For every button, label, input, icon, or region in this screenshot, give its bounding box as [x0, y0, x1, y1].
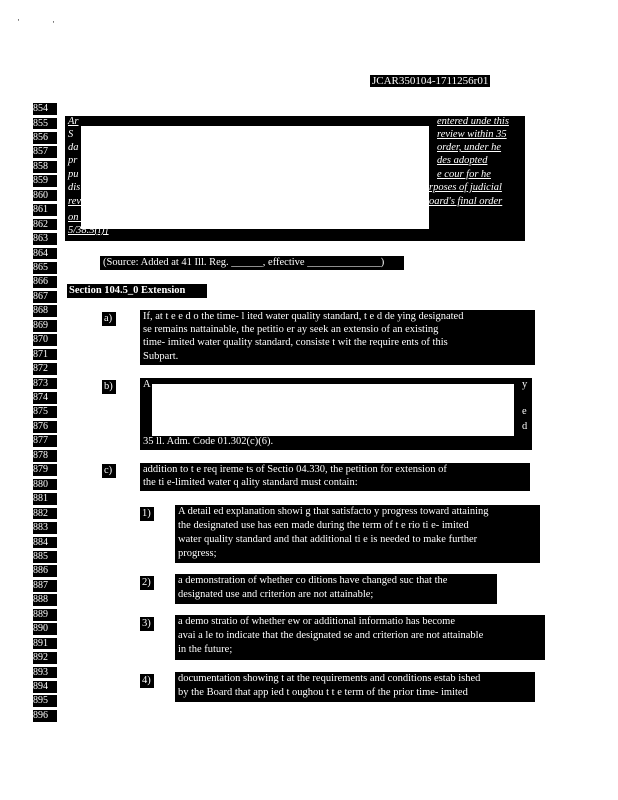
- line-number: 886: [33, 565, 57, 577]
- line-number: 888: [33, 594, 57, 606]
- section-heading: [67, 284, 207, 298]
- item-label-text: c): [104, 465, 113, 476]
- line-number: 889: [33, 609, 57, 621]
- item-label: [102, 380, 116, 394]
- item-c-text: [140, 463, 530, 491]
- redacted-paragraph: [65, 116, 525, 241]
- line-number: 884: [33, 537, 57, 549]
- line-number: 881: [33, 493, 57, 505]
- line-number: 862: [33, 219, 57, 231]
- paragraph-fragment: des adopted: [437, 155, 488, 166]
- line-number: 869: [33, 320, 57, 332]
- line-number: 875: [33, 406, 57, 418]
- line-number: 893: [33, 667, 57, 679]
- text-line: a demo stratio of whether ew or additional informatio has become: [178, 616, 455, 627]
- line-number: 876: [33, 421, 57, 433]
- text-line: time- imited water quality standard, consiste t wit the require ents of this: [143, 337, 448, 348]
- line-number: 861: [33, 204, 57, 216]
- subitem-1-text: [175, 505, 540, 563]
- document-code: JCAR350104-1711256r01: [372, 75, 489, 87]
- text-line: in the future;: [178, 644, 233, 655]
- text-fragment: A: [143, 379, 151, 390]
- text-fragment: y: [522, 379, 528, 390]
- line-number: 857: [33, 146, 57, 158]
- line-number: 871: [33, 349, 57, 361]
- text-line: water quality standard and that additional ti e is needed to make further: [178, 534, 478, 545]
- line-number: 874: [33, 392, 57, 404]
- line-number: 855: [33, 118, 57, 130]
- subitem-label: [140, 674, 154, 688]
- line-number: 873: [33, 378, 57, 390]
- item-label: [102, 312, 116, 326]
- subitem-label: [140, 617, 154, 631]
- subitem-4-text: [175, 672, 535, 702]
- source-text: (Source: Added at 41 Ill. Reg. ______, effective ______________): [103, 257, 385, 268]
- line-number: 890: [33, 623, 57, 635]
- text-line: avai a le to indicate that the designated se and criterion are not attainable: [178, 630, 484, 641]
- line-number: 885: [33, 551, 57, 563]
- paragraph-fragment: pu: [68, 169, 79, 180]
- paragraph-fragment: entered unde this: [437, 116, 509, 127]
- line-number: 866: [33, 276, 57, 288]
- line-number: 864: [33, 248, 57, 260]
- subitem-label: [140, 576, 154, 590]
- line-number: 891: [33, 638, 57, 650]
- paragraph-line: 5/38.5(i)]: [68, 225, 109, 236]
- line-number: 867: [33, 291, 57, 303]
- subitem-3-text: [175, 615, 545, 660]
- item-a-text: [140, 310, 535, 365]
- text-line: the designated use has een made during the term of t e rio ti e- imited: [178, 520, 469, 531]
- subitem-label-text: 4): [142, 675, 151, 686]
- line-number: 870: [33, 334, 57, 346]
- text-line: 35 ll. Adm. Code 01.302(c)(6).: [143, 436, 274, 447]
- line-number: 878: [33, 450, 57, 462]
- line-number: 887: [33, 580, 57, 592]
- line-number: 856: [33, 132, 57, 144]
- paragraph-fragment: rposes of judicial: [429, 182, 502, 193]
- scan-speck: ·: [52, 17, 55, 27]
- line-number: 892: [33, 652, 57, 664]
- line-number: 896: [33, 710, 57, 722]
- item-label: [102, 464, 116, 478]
- section-heading-text: Section 104.5_0 Extension: [69, 285, 186, 296]
- text-line: a demonstration of whether co ditions have changed suc that the: [178, 575, 448, 586]
- line-number: 894: [33, 681, 57, 693]
- text-line: se remains nattainable, the petitio er ay seek an extensio of an existing: [143, 324, 439, 335]
- text-line: progress;: [178, 548, 217, 559]
- subitem-label: [140, 507, 154, 521]
- line-number: 858: [33, 161, 57, 173]
- subitem-2-text: [175, 574, 497, 604]
- paragraph-fragment: oard's final order: [429, 196, 503, 207]
- paragraph-fragment: dis: [68, 182, 81, 193]
- line-number: 865: [33, 262, 57, 274]
- paragraph-fragment: order, under he: [437, 142, 502, 153]
- text-line: If, at t e e d o the time- l ited water quality standard, t e d de ying designated: [143, 311, 464, 322]
- item-label-text: b): [104, 381, 113, 392]
- text-line: A detail ed explanation showi g that satisfacto y progress toward attaining: [178, 506, 489, 517]
- paragraph-fragment: e cour for he: [437, 169, 491, 180]
- text-fragment: d: [522, 421, 528, 432]
- line-number: 883: [33, 522, 57, 534]
- item-b-text: [140, 378, 532, 450]
- text-line: documentation showing t at the requirements and conditions estab ished: [178, 673, 481, 684]
- line-number: 877: [33, 435, 57, 447]
- paragraph-line: on the da e on which he order is fir s published by the Board on i s websi e [415 I CS: [68, 212, 425, 223]
- subitem-label-text: 1): [142, 508, 151, 519]
- scan-speck: ·: [17, 15, 20, 25]
- paragraph-fragment: revi: [68, 196, 84, 207]
- paragraph-fragment: S: [68, 129, 74, 140]
- line-number: 880: [33, 479, 57, 491]
- subitem-label-text: 3): [142, 618, 151, 629]
- text-line: Subpart.: [143, 351, 179, 362]
- line-number: 859: [33, 175, 57, 187]
- line-number: 872: [33, 363, 57, 375]
- paragraph-fragment: da: [68, 142, 79, 153]
- line-number: 860: [33, 190, 57, 202]
- line-number: 895: [33, 695, 57, 707]
- line-number: 854: [33, 103, 57, 115]
- text-line: the ti e-limited water q ality standard must contain:: [143, 477, 358, 488]
- paragraph-fragment: pr: [68, 155, 78, 166]
- text-line: by the Board that app ied t oughou t t e term of the prior time- imited: [178, 687, 468, 698]
- text-line: addition to t e req ireme ts of Sectio 04.330, the petition for extension of: [143, 464, 447, 475]
- item-label-text: a): [104, 313, 113, 324]
- subitem-label-text: 2): [142, 577, 151, 588]
- paragraph-fragment: review within 35: [437, 129, 507, 140]
- source-note: [100, 256, 404, 270]
- paragraph-fragment: Ar: [68, 116, 79, 127]
- redaction-box: [152, 384, 514, 436]
- line-number: 863: [33, 233, 57, 245]
- text-fragment: e: [522, 406, 527, 417]
- text-line: designated use and criterion are not attainable;: [178, 589, 374, 600]
- line-number: 868: [33, 305, 57, 317]
- line-number: 879: [33, 464, 57, 476]
- line-number: 882: [33, 508, 57, 520]
